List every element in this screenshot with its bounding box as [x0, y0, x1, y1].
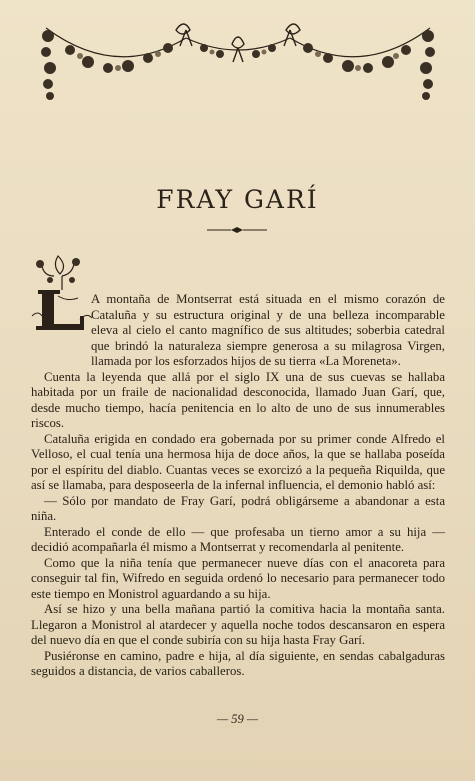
page-number: — 59 — [217, 712, 258, 726]
paragraph: Como que la niña tenía que permanecer nueve días con el anacoreta para conseguir tal fin, Wifredo en seguida ordenó lo necesario para permanecer todo este tiempo en Monistrol aguardando a su hija. [31, 555, 445, 601]
paragraph: Enterado el conde de ello — que profesaba un tierno amor a su hija — decidió acompañarla él mismo a Montserrat y recomendarla al penitente. [31, 524, 445, 554]
paragraph: Cuenta la leyenda que allá por el siglo IX una de sus cuevas se hallaba habitada por un fraile de nacionalidad desconocida, llamado Juan Garí, que, desde mucho tiempo, hacía penitencia en lo alto de uno de sus innumerables riscos. [31, 369, 445, 430]
title-divider-ornament [207, 226, 267, 234]
floral-garland-ornament [36, 10, 440, 102]
paragraph: Cataluña erigida en condado era gobernada por su primer conde Alfredo el Velloso, el cual tenía una hermosa hija de doce años, la que se hallaba poseída por el espíritu del diablo. Cuantas veces se exorcizó a la pequeña Riquilda, que así se llamaba, para desposeerla de la infernal influencia, el demonio habló así: [31, 431, 445, 492]
paragraph: Pusiéronse en camino, padre e hija, al día siguiente, en sendas cabalgaduras seguidos a distancia, de varios caballeros. [31, 648, 445, 678]
paragraph: Así se hizo y una bella mañana partió la comitiva hacia la montaña santa. Llegaron a Monistrol al atardecer y aquella noche todos descansaron en espera del nuevo día en que el conde subiría con su hija hasta Fray Garí. [31, 602, 445, 647]
dialog-line: — Sólo por mandato de Fray Garí, podrá obligárseme a abandonar a esta niña. [31, 493, 445, 523]
body-text [31, 292, 445, 680]
chapter-title: FRAY GARÍ [156, 185, 319, 214]
paragraph: A montaña de Montserrat está situada en el mismo corazón de Cataluña y su estructura original y de una belleza incomparable eleva al cielo el canto magnífico de sus altitudes; soberbia catedral que brindó la naturaleza siempre generosa a su milagrosa Virgen, llamada por los esforzados hijos de su tierra «La Moreneta». [91, 292, 445, 368]
